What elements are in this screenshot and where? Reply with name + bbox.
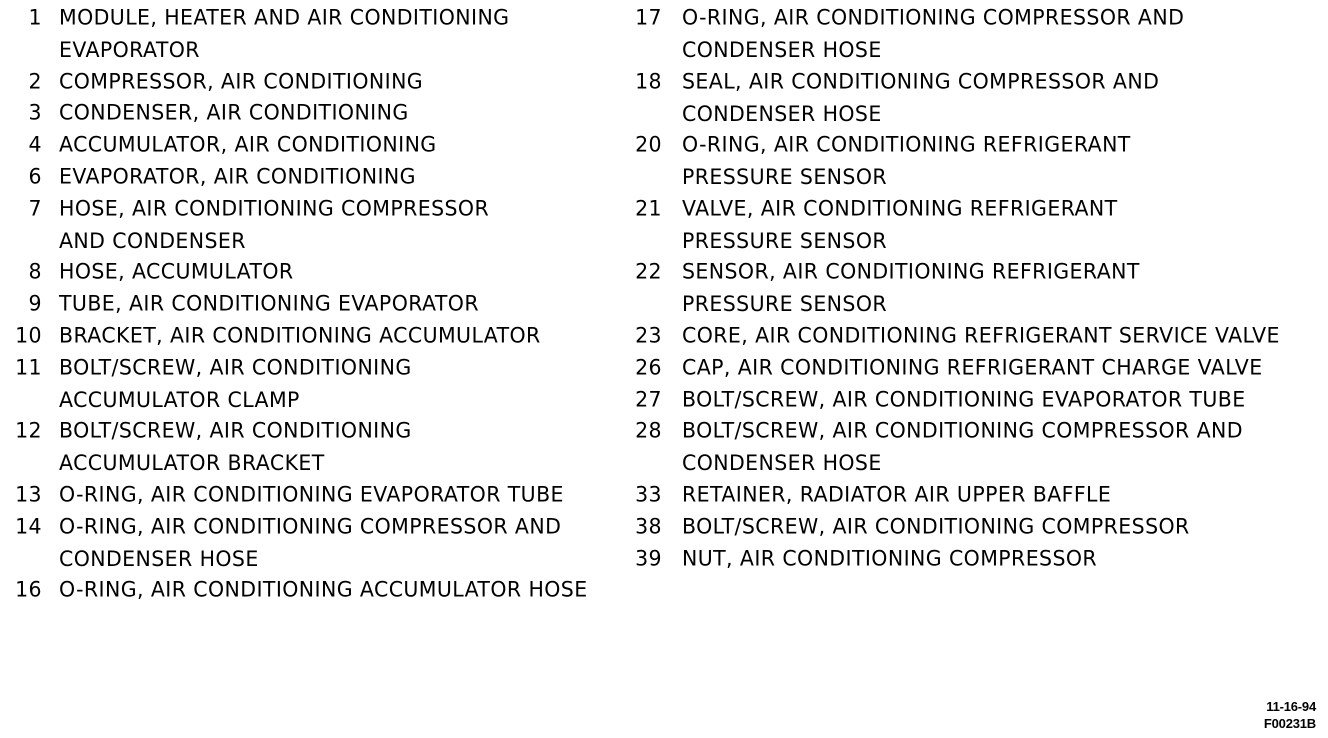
legend-item-description: HOSE, ACCUMULATOR	[59, 259, 294, 284]
legend-item-description: RETAINER, RADIATOR AIR UPPER BAFFLE	[682, 482, 1112, 507]
legend-item	[628, 66, 1318, 131]
legend-item-description: ACCUMULATOR, AIR CONDITIONING	[59, 132, 437, 157]
figure-reference-block	[1264, 698, 1316, 732]
legend-item-description: BOLT/SCREW, AIR CONDITIONING EVAPORATOR TUBE	[682, 386, 1246, 412]
parts-legend-right-column	[628, 2, 1318, 574]
legend-item-number: 13	[15, 482, 42, 507]
legend-item-number: 1	[28, 5, 42, 30]
legend-item	[628, 2, 1318, 67]
legend-item-number: 23	[635, 323, 662, 348]
legend-item	[6, 66, 606, 98]
legend-item	[6, 352, 606, 417]
figure-code: F00231B	[1263, 716, 1316, 731]
legend-item-number: 7	[28, 195, 42, 221]
legend-item-description: EVAPORATOR, AIR CONDITIONING	[59, 164, 416, 189]
legend-item-description: COMPRESSOR, AIR CONDITIONING	[59, 68, 424, 94]
legend-item-number: 38	[635, 513, 662, 539]
legend-item-description: BOLT/SCREW, AIR CONDITIONING ACCUMULATOR BRACKET	[59, 418, 412, 476]
legend-item-description: BOLT/SCREW, AIR CONDITIONING ACCUMULATOR CLAMP	[59, 354, 412, 412]
legend-item-number: 3	[28, 100, 42, 125]
legend-item	[6, 574, 606, 606]
legend-item-description: TUBE, AIR CONDITIONING EVAPORATOR	[59, 291, 479, 316]
legend-item-description: SENSOR, AIR CONDITIONING REFRIGERANT PRESSURE SENSOR	[682, 259, 1140, 317]
legend-item-description: O-RING, AIR CONDITIONING COMPRESSOR AND CONDENSER HOSE	[59, 513, 562, 571]
legend-item-number: 12	[15, 418, 42, 443]
legend-item-number: 18	[635, 68, 662, 94]
legend-item-number: 28	[635, 418, 662, 443]
legend-item-number: 10	[15, 323, 42, 348]
legend-item	[6, 288, 606, 320]
legend-item	[628, 129, 1318, 194]
legend-item	[628, 384, 1318, 416]
legend-item-number: 17	[635, 5, 662, 30]
legend-item-number: 20	[635, 132, 662, 157]
legend-item-description: BRACKET, AIR CONDITIONING ACCUMULATOR	[59, 323, 541, 348]
legend-item	[6, 479, 606, 511]
legend-item	[628, 543, 1318, 575]
legend-item-description: BOLT/SCREW, AIR CONDITIONING COMPRESSOR	[682, 513, 1190, 539]
legend-item	[6, 129, 606, 161]
legend-item-number: 2	[28, 68, 42, 94]
legend-item	[6, 2, 606, 67]
legend-item	[628, 479, 1318, 511]
legend-item	[6, 415, 606, 480]
legend-item	[628, 193, 1318, 258]
legend-item-description: O-RING, AIR CONDITIONING ACCUMULATOR HOSE	[59, 577, 588, 602]
legend-item	[6, 256, 606, 288]
legend-item	[628, 415, 1318, 480]
legend-item-description: CORE, AIR CONDITIONING REFRIGERANT SERVICE VALVE	[682, 323, 1280, 348]
legend-item	[6, 161, 606, 193]
legend-item-number: 21	[635, 195, 662, 221]
legend-item-number: 26	[635, 354, 662, 380]
legend-item-number: 27	[635, 386, 662, 412]
legend-item-description: O-RING, AIR CONDITIONING REFRIGERANT PRESSURE SENSOR	[682, 132, 1131, 190]
legend-item	[6, 193, 606, 258]
parts-legend-left-column	[6, 2, 606, 606]
legend-item-number: 11	[15, 354, 42, 380]
legend-item-description: HOSE, AIR CONDITIONING COMPRESSOR AND CONDENSER	[59, 195, 490, 253]
legend-item-number: 9	[28, 291, 42, 316]
legend-item	[6, 320, 606, 352]
legend-item-description: SEAL, AIR CONDITIONING COMPRESSOR AND CONDENSER HOSE	[682, 68, 1160, 126]
legend-item-number: 39	[635, 545, 662, 571]
legend-item-description: MODULE, HEATER AND AIR CONDITIONING EVAPORATOR	[59, 5, 510, 62]
legend-item-description: CONDENSER, AIR CONDITIONING	[59, 100, 409, 125]
legend-item	[628, 320, 1318, 352]
legend-item-number: 14	[15, 513, 42, 539]
legend-item-description: VALVE, AIR CONDITIONING REFRIGERANT PRESSURE SENSOR	[682, 195, 1118, 253]
legend-item-number: 22	[635, 259, 662, 284]
legend-item-description: BOLT/SCREW, AIR CONDITIONING COMPRESSOR AND CONDENSER HOSE	[682, 418, 1243, 476]
legend-item	[628, 511, 1318, 543]
legend-item-number: 16	[15, 577, 42, 602]
legend-item-description: CAP, AIR CONDITIONING REFRIGERANT CHARGE VALVE	[682, 354, 1263, 380]
legend-item-description: NUT, AIR CONDITIONING COMPRESSOR	[682, 545, 1098, 571]
figure-date: 11-16-94	[1266, 699, 1316, 714]
legend-item	[628, 352, 1318, 384]
legend-item-description: O-RING, AIR CONDITIONING COMPRESSOR AND CONDENSER HOSE	[682, 5, 1185, 62]
legend-item-number: 33	[635, 482, 662, 507]
legend-item-number: 8	[28, 259, 42, 284]
legend-item-number: 4	[28, 132, 42, 157]
legend-item	[6, 511, 606, 576]
legend-item	[6, 97, 606, 129]
legend-item	[628, 256, 1318, 321]
legend-item-description: O-RING, AIR CONDITIONING EVAPORATOR TUBE	[59, 482, 564, 507]
legend-item-number: 6	[28, 164, 42, 189]
